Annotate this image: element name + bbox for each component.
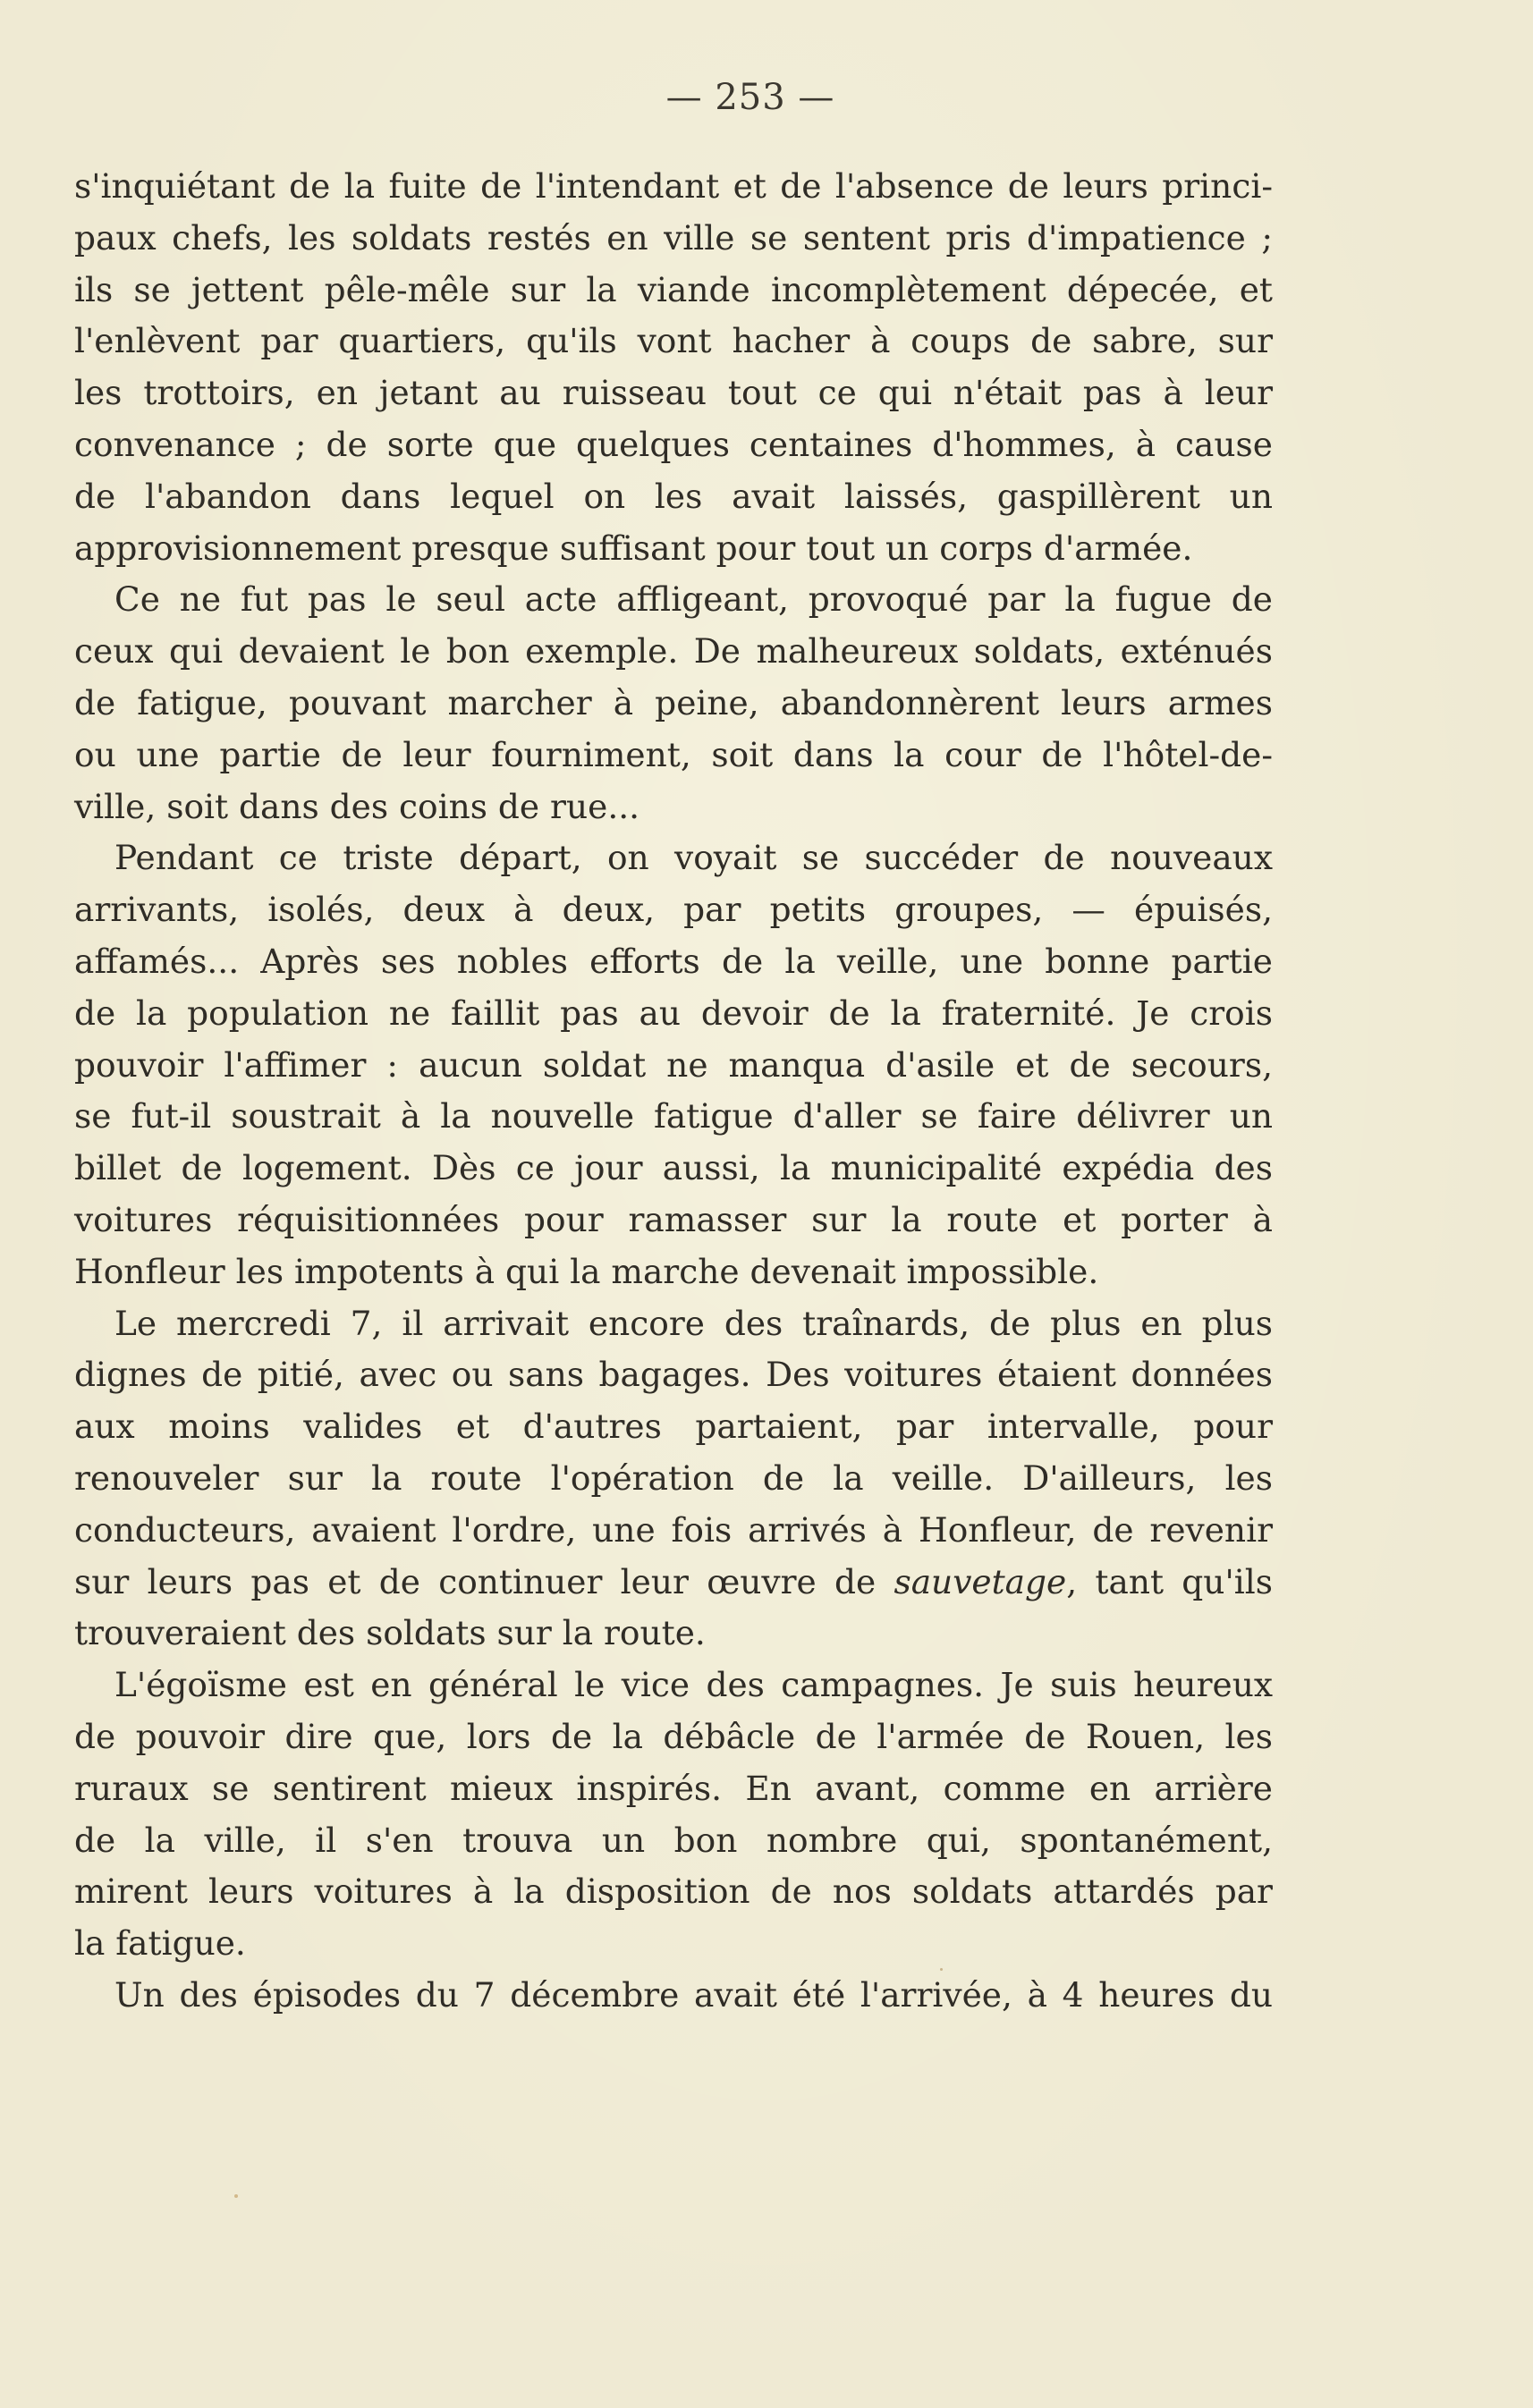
text-line: approvisionnement presque suffisant pour tout un corps d'armée.: [74, 528, 1193, 568]
text-line: conducteurs, avaient l'ordre, une fois arrivés à Honfleur, de revenir: [74, 1509, 1273, 1550]
text-line: arrivants, isolés, deux à deux, par petits groupes, — épuisés,: [74, 890, 1273, 930]
paragraph: [74, 832, 1273, 1297]
text-line-with-emphasis: [74, 1557, 1273, 1609]
text-line: ville, soit dans des coins de rue...: [74, 786, 640, 826]
text-segment: sur leurs pas et de continuer leur œuvre de: [74, 1561, 894, 1601]
text-line: ils se jettent pêle-mêle sur la viande incomplètement dépecée, et: [74, 269, 1273, 309]
paragraph: [74, 1970, 1273, 2022]
paragraph: [74, 574, 1273, 832]
text-line: ceux qui devaient le bon exemple. De malheureux soldats, exténués: [74, 631, 1273, 672]
text-line: mirent leurs voitures à la disposition de nos soldats attardés par: [74, 1871, 1273, 1912]
text-line: s'inquiétant de la fuite de l'intendant et de l'absence de leurs princi-: [74, 166, 1273, 206]
text-line: trouveraient des soldats sur la route.: [74, 1613, 706, 1653]
text-line: la fatigue.: [74, 1923, 246, 1964]
text-line: voitures réquisitionnées pour ramasser sur la route et porter à: [74, 1199, 1273, 1239]
text-line: se fut-il soustrait à la nouvelle fatigue d'aller se faire délivrer un: [74, 1096, 1273, 1136]
text-line: dignes de pitié, avec ou sans bagages. Des voitures étaient données: [74, 1355, 1273, 1395]
paragraph: [74, 1660, 1273, 1970]
text-line: Ce ne fut pas le seul acte affligeant, provoqué par la fugue de: [114, 579, 1273, 620]
italic-word: sauvetage: [894, 1561, 1067, 1601]
text-line: convenance ; de sorte que quelques centaines d'hommes, à cause: [74, 424, 1273, 464]
text-line: de fatigue, pouvant marcher à peine, abandonnèrent leurs armes: [74, 682, 1273, 722]
text-line: billet de logement. Dès ce jour aussi, la municipalité expédia des: [74, 1148, 1273, 1188]
text-line: Pendant ce triste départ, on voyait se succéder de nouveaux: [114, 838, 1273, 878]
text-segment: , tant qu'ils: [1066, 1561, 1274, 1601]
paragraph: [74, 161, 1273, 574]
text-line: Un des épisodes du 7 décembre avait été l'arrivée, à 4 heures du: [114, 1974, 1273, 2015]
paper-speck: [940, 1968, 943, 1971]
text-line: l'enlèvent par quartiers, qu'ils vont hacher à coups de sabre, sur: [74, 321, 1273, 361]
text-line: renouveler sur la route l'opération de la veille. D'ailleurs, les: [74, 1457, 1273, 1498]
text-line: de la ville, il s'en trouva un bon nombre qui, spontanément,: [74, 1820, 1273, 1860]
text-line: les trottoirs, en jetant au ruisseau tout ce qui n'était pas à leur: [74, 373, 1273, 413]
text-line: ruraux se sentirent mieux inspirés. En avant, comme en arrière: [74, 1768, 1273, 1808]
text-line: Honfleur les impotents à qui la marche devenait impossible.: [74, 1251, 1099, 1291]
text-line: Le mercredi 7, il arrivait encore des traînards, de plus en plus: [114, 1303, 1273, 1343]
text-line: de pouvoir dire que, lors de la débâcle de l'armée de Rouen, les: [74, 1716, 1273, 1756]
page-number: — 253 —: [665, 77, 835, 118]
paper-speck: [234, 2194, 238, 2198]
text-line: L'égoïsme est en général le vice des campagnes. Je suis heureux: [114, 1665, 1273, 1705]
text-line: paux chefs, les soldats restés en ville se sentent pris d'impatience ;: [74, 217, 1273, 258]
text-line: ou une partie de leur fourniment, soit dans la cour de l'hôtel-de-: [74, 734, 1273, 774]
text-line: de la population ne faillit pas au devoir de la fraternité. Je crois: [74, 993, 1273, 1033]
text-line: de l'abandon dans lequel on les avait laissés, gaspillèrent un: [74, 476, 1273, 516]
paragraph: [74, 1298, 1273, 1660]
body-text: [74, 161, 1273, 2022]
text-line: aux moins valides et d'autres partaient, par intervalle, pour: [74, 1407, 1273, 1447]
text-line: affamés... Après ses nobles efforts de la veille, une bonne partie: [74, 941, 1273, 981]
text-line: pouvoir l'affimer : aucun soldat ne manqua d'asile et de secours,: [74, 1044, 1273, 1085]
